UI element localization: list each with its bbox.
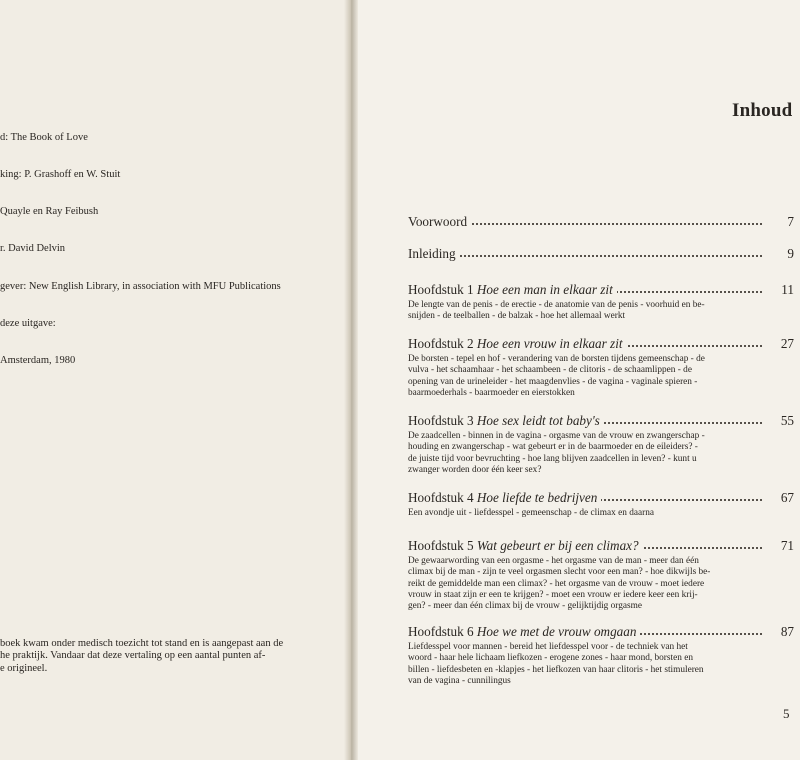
description-line: De gewaarwording van een orgasme - het orgasme van de man - meer dan één (408, 556, 699, 566)
page-number: 5 (783, 706, 790, 721)
entry-page-number: 67 (775, 490, 794, 506)
colophon-line: gever: New English Library, in association with MFU Publications (0, 280, 281, 292)
description-line: zwanger worden door één keer sex? (408, 464, 542, 475)
entry-label (408, 490, 601, 506)
chapter-title: Hoe we met de vrouw omgaan (476, 624, 637, 639)
entry-page-number: 55 (775, 413, 794, 429)
description-line: de juiste tijd voor bevruchting - hoe lang blijven zaadcellen in leven? - kunt u (408, 453, 697, 464)
chapter-title: Hoe liefde te bedrijven (476, 490, 598, 505)
description-line: Liefdesspel voor mannen - bereid het liefdesspel voor - de techniek van het (408, 642, 688, 652)
description-line: billen - liefdesbeten en -klapjes - het liefkozen van haar clitoris - het stimuleren (408, 664, 704, 675)
chapter-title: Hoe sex leidt tot baby's (476, 413, 600, 428)
chapter-description (408, 642, 764, 687)
description-line: reikt de gemiddelde man een climax? - het orgasme van de vrouw - moet iedere (408, 578, 705, 589)
description-line: De lengte van de penis - de erectie - de anatomie van de penis - voorhuid en be- (408, 300, 705, 310)
description-line: woord - haar hele lichaam liefkozen - erogene zones - haar mond, borsten en (408, 653, 693, 664)
description-line: climax bij de man - zijn te veel orgasmen slecht voor een man? - hoe dikwijls be- (408, 567, 711, 578)
entry-label (408, 538, 643, 554)
colophon (0, 107, 281, 392)
entry-page-number: 11 (775, 282, 794, 298)
left-page (0, 0, 352, 760)
colophon-line: Quayle en Ray Feibush (0, 206, 99, 218)
note-line: boek kwam onder medisch toezicht tot stand en is aangepast aan de (0, 638, 284, 649)
entry-page-number: 7 (781, 214, 794, 230)
toc-entry-inleiding (408, 246, 796, 264)
entry-page-number: 9 (781, 246, 794, 262)
description-line: houding en zwangerschap - wat gebeurt er in de baarmoeder en de eileiders? - (408, 442, 698, 453)
chapter-number: Hoofdstuk 4 (408, 490, 474, 505)
toc-entry-chapter-6 (408, 624, 796, 687)
toc-entry-voorwoord (408, 214, 796, 232)
description-line: De borsten - tepel en hof - verandering van de borsten tijdens gemeenschap - de (408, 354, 705, 364)
colophon-line: deze uitgave: (0, 317, 56, 329)
description-line: vrouw in staat zijn er een te krijgen? - moet een vrouw er iedere keer een krij- (408, 589, 698, 600)
toc-entry-chapter-4 (408, 490, 796, 519)
chapter-number: Hoofdstuk 1 (408, 282, 474, 297)
chapter-description (408, 354, 764, 399)
description-line: gen? - meer dan één climax bij de vrouw - gelijktijdig orgasme (408, 601, 642, 612)
colophon-line: king: P. Grashoff en W. Stuit (0, 169, 121, 181)
toc-entry-chapter-3 (408, 413, 796, 476)
entry-label (408, 336, 627, 352)
description-line: De zaadcellen - binnen in de vagina - orgasme van de vrouw en zwangerschap - (408, 431, 705, 441)
chapter-number: Hoofdstuk 5 (408, 538, 474, 553)
description-line: vulva - het schaamhaar - het schaambeen - de clitoris - de schaamlippen - de (408, 365, 692, 376)
chapter-number: Hoofdstuk 6 (408, 624, 474, 639)
entry-page-number: 27 (775, 336, 794, 352)
chapter-title: Hoe een man in elkaar zit (476, 282, 613, 297)
toc-entry-chapter-5 (408, 538, 796, 612)
entry-label (408, 413, 604, 429)
chapter-title: Wat gebeurt er bij een climax? (476, 538, 639, 553)
description-line: Een avondje uit - liefdesspel - gemeenschap - de climax en daarna (408, 508, 655, 518)
chapter-description (408, 508, 764, 519)
translation-note (0, 638, 283, 675)
chapter-description (408, 556, 764, 612)
colophon-line: r. David Delvin (0, 243, 66, 255)
chapter-description (408, 300, 764, 323)
entry-page-number: 87 (775, 624, 794, 640)
entry-label: Voorwoord (408, 214, 471, 230)
entry-label: Inleiding (408, 246, 460, 262)
chapter-description (408, 431, 764, 476)
description-line: baarmoederhals - baarmoeder en eierstokken (408, 387, 575, 398)
toc-entry-chapter-2 (408, 336, 796, 399)
dot-leader (408, 255, 762, 257)
entry-label (408, 624, 640, 640)
toc-title: Inhoud (732, 100, 793, 121)
book-gutter (344, 0, 358, 760)
entry-page-number: 71 (775, 538, 794, 554)
toc-entry-chapter-1 (408, 282, 796, 323)
colophon-line: Amsterdam, 1980 (0, 355, 76, 367)
chapter-number: Hoofdstuk 3 (408, 413, 474, 428)
colophon-line: d: The Book of Love (0, 131, 88, 143)
chapter-title: Hoe een vrouw in elkaar zit (476, 336, 623, 351)
description-line: van de vagina - cunnilingus (408, 675, 511, 686)
description-line: snijden - de teelballen - de balzak - hoe het allemaal werkt (408, 311, 626, 322)
entry-label (408, 282, 617, 298)
note-line: he praktijk. Vandaar dat deze vertaling op een aantal punten af- (0, 650, 266, 662)
note-line: e origineel. (0, 662, 48, 674)
description-line: opening van de urineleider - het maagdenvlies - de vagina - vaginale spieren - (408, 376, 698, 387)
chapter-number: Hoofdstuk 2 (408, 336, 474, 351)
